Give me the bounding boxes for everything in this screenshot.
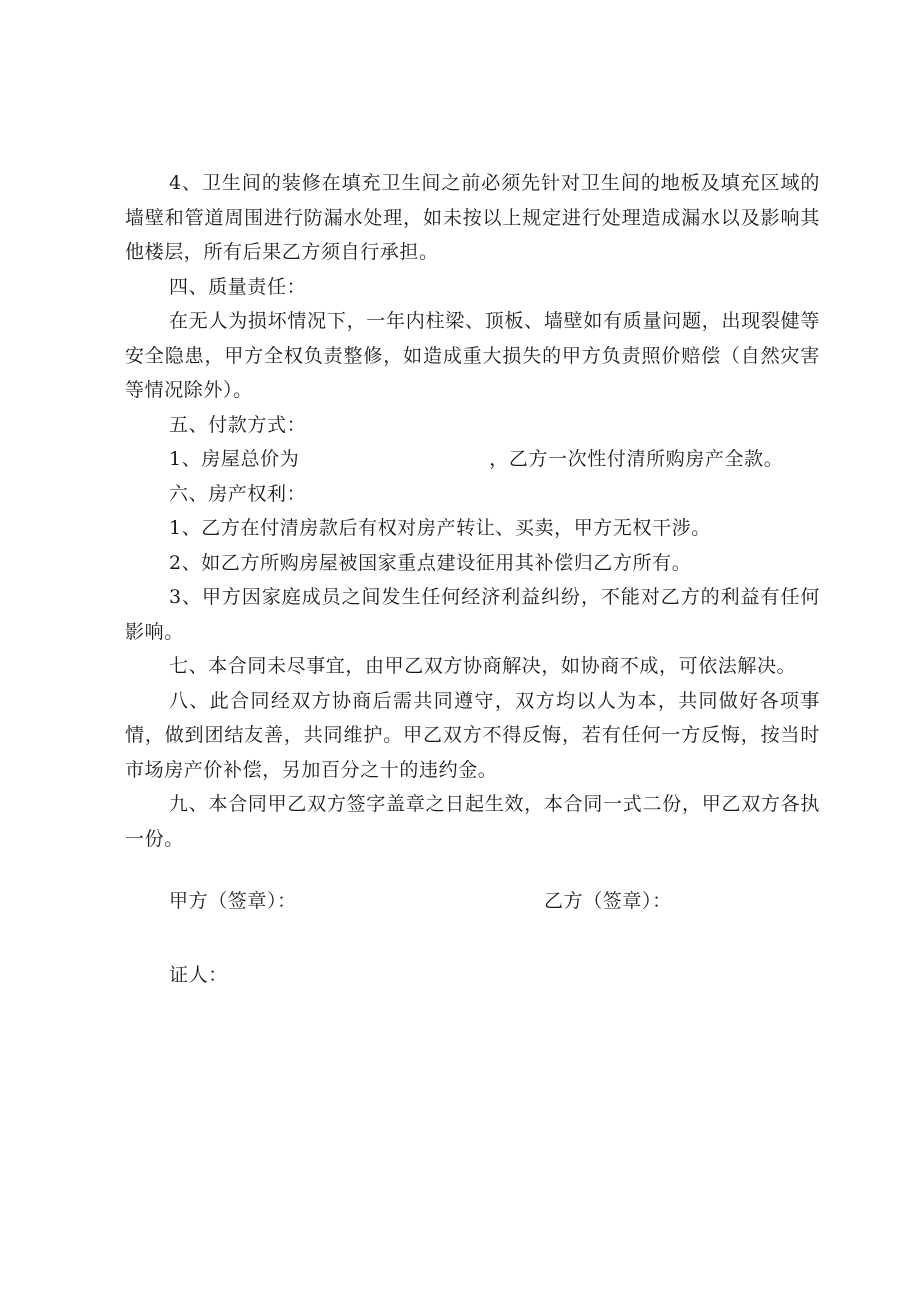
clause-bathroom-waterproofing: 4、卫生间的装修在填充卫生间之前必须先针对卫生间的地板及填充区域的墙壁和管道周围进行防漏水处理，如未按以上规定进行处理造成漏水以及影响其他楼层，所有后果乙方须自行承担。	[125, 172, 820, 263]
witness-label: 证人：	[169, 964, 228, 986]
party-a-signature-label: 甲方（签章）：	[169, 890, 297, 912]
section-compliance: 八、此合同经双方协商后需共同遵守，双方均以人为本，共同做好各项事情，做到团结友善，共同维护。甲乙双方不得反悔，若有任何一方反悔，按当时市场房产价补偿，另加百分之十的违约金。	[125, 689, 820, 781]
clause-total-price	[125, 442, 820, 477]
section-property-rights-heading: 六、房产权利：	[169, 482, 307, 505]
total-price-prefix: 1、房屋总价为	[169, 448, 300, 470]
section-payment-heading: 五、付款方式：	[169, 413, 307, 436]
clause-family-disputes: 3、甲方因家庭成员之间发生任何经济利益纠纷，不能对乙方的利益有任何影响。	[125, 586, 820, 643]
section-effective-date: 九、本合同甲乙双方签字盖章之日起生效，本合同一式二份，甲乙双方各执一份。	[125, 793, 820, 850]
section-unresolved-matters: 七、本合同未尽事宜，由甲乙双方协商解决，如协商不成，可依法解决。	[169, 655, 797, 677]
clause-transfer-rights: 1、乙方在付清房款后有权对房产转让、买卖，甲方无权干涉。	[169, 517, 711, 539]
clause-quality-responsibility: 在无人为损坏情况下，一年内柱梁、顶板、墙壁如有质量问题，出现裂健等安全隐患，甲方全权负责整修，如造成重大损失的甲方负责照价赔偿（自然灾害等情况除外）。	[125, 310, 820, 401]
signature-row	[169, 884, 729, 918]
party-b-signature-label: 乙方（签章）：	[544, 890, 672, 912]
contract-body	[125, 166, 820, 856]
clause-expropriation: 2、如乙方所购房屋被国家重点建设征用其补偿归乙方所有。	[169, 551, 692, 574]
section-quality-heading: 四、质量责任：	[169, 275, 307, 298]
total-price-suffix: ，乙方一次性付清所购房产全款。	[489, 448, 784, 470]
